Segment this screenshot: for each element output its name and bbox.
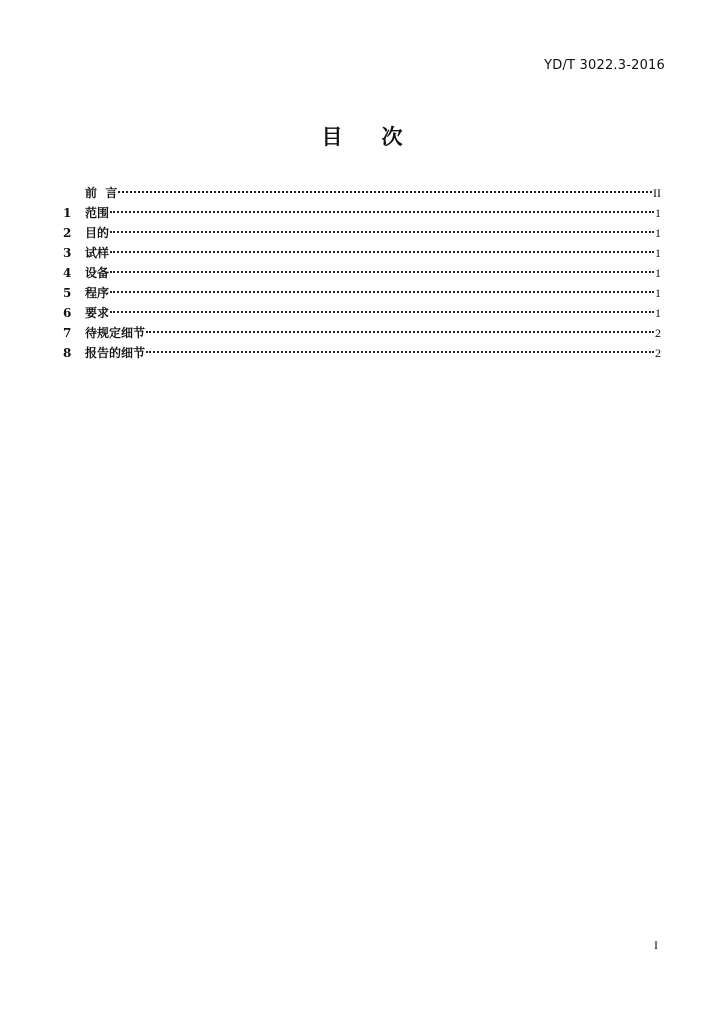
toc-entry-scope[interactable] xyxy=(63,203,661,223)
dot-leader xyxy=(118,191,652,193)
dot-leader xyxy=(110,311,654,313)
toc-entry-page: 2 xyxy=(655,326,661,340)
toc-entry-page: 1 xyxy=(655,206,661,220)
toc-entry-number: 2 xyxy=(63,226,72,240)
toc-entry-number: 6 xyxy=(63,306,72,320)
toc-entry-page: 1 xyxy=(655,266,661,280)
page-number: I xyxy=(654,938,658,952)
toc-entry-number: 3 xyxy=(63,246,72,260)
toc-entry-page: 1 xyxy=(655,246,661,260)
page-title xyxy=(0,121,725,151)
toc-entry-requirements[interactable] xyxy=(63,303,661,323)
toc-entry-equipment[interactable] xyxy=(63,263,661,283)
table-of-contents xyxy=(63,183,661,363)
toc-entry-label: 前言 xyxy=(85,186,126,200)
toc-entry-label: 程序 xyxy=(85,286,110,300)
toc-entry-number: 4 xyxy=(63,266,72,280)
toc-entry-label: 待规定细节 xyxy=(85,326,146,340)
dot-leader xyxy=(110,291,654,293)
toc-entry-label: 范围 xyxy=(85,206,110,220)
toc-entry-number: 8 xyxy=(63,346,72,360)
toc-entry-purpose[interactable] xyxy=(63,223,661,243)
document-code: YD/T 3022.3-2016 xyxy=(544,58,665,73)
toc-entry-number: 5 xyxy=(63,286,72,300)
toc-entry-number: 7 xyxy=(63,326,72,340)
toc-entry-label: 试样 xyxy=(85,246,110,260)
toc-entry-label: 报告的细节 xyxy=(85,346,146,360)
toc-entry-page: 1 xyxy=(655,286,661,300)
title-char-1: 目 xyxy=(321,125,344,149)
toc-entry-procedure[interactable] xyxy=(63,283,661,303)
toc-entry-page: 2 xyxy=(655,346,661,360)
toc-entry-foreword[interactable] xyxy=(63,183,661,203)
toc-entry-details-to-specify[interactable] xyxy=(63,323,661,343)
dot-leader xyxy=(110,211,654,213)
dot-leader xyxy=(146,351,654,353)
toc-entry-page: 1 xyxy=(655,226,661,240)
dot-leader xyxy=(146,331,654,333)
toc-entry-label: 设备 xyxy=(85,266,110,280)
toc-entry-specimen[interactable] xyxy=(63,243,661,263)
toc-entry-number: 1 xyxy=(63,206,72,220)
toc-entry-page: 1 xyxy=(655,306,661,320)
title-char-2: 次 xyxy=(381,125,404,149)
toc-entry-label: 要求 xyxy=(85,306,110,320)
dot-leader xyxy=(110,231,654,233)
toc-entry-page: II xyxy=(653,186,661,200)
dot-leader xyxy=(110,271,654,273)
toc-entry-report-details[interactable] xyxy=(63,343,661,363)
dot-leader xyxy=(110,251,654,253)
toc-entry-label: 目的 xyxy=(85,226,110,240)
